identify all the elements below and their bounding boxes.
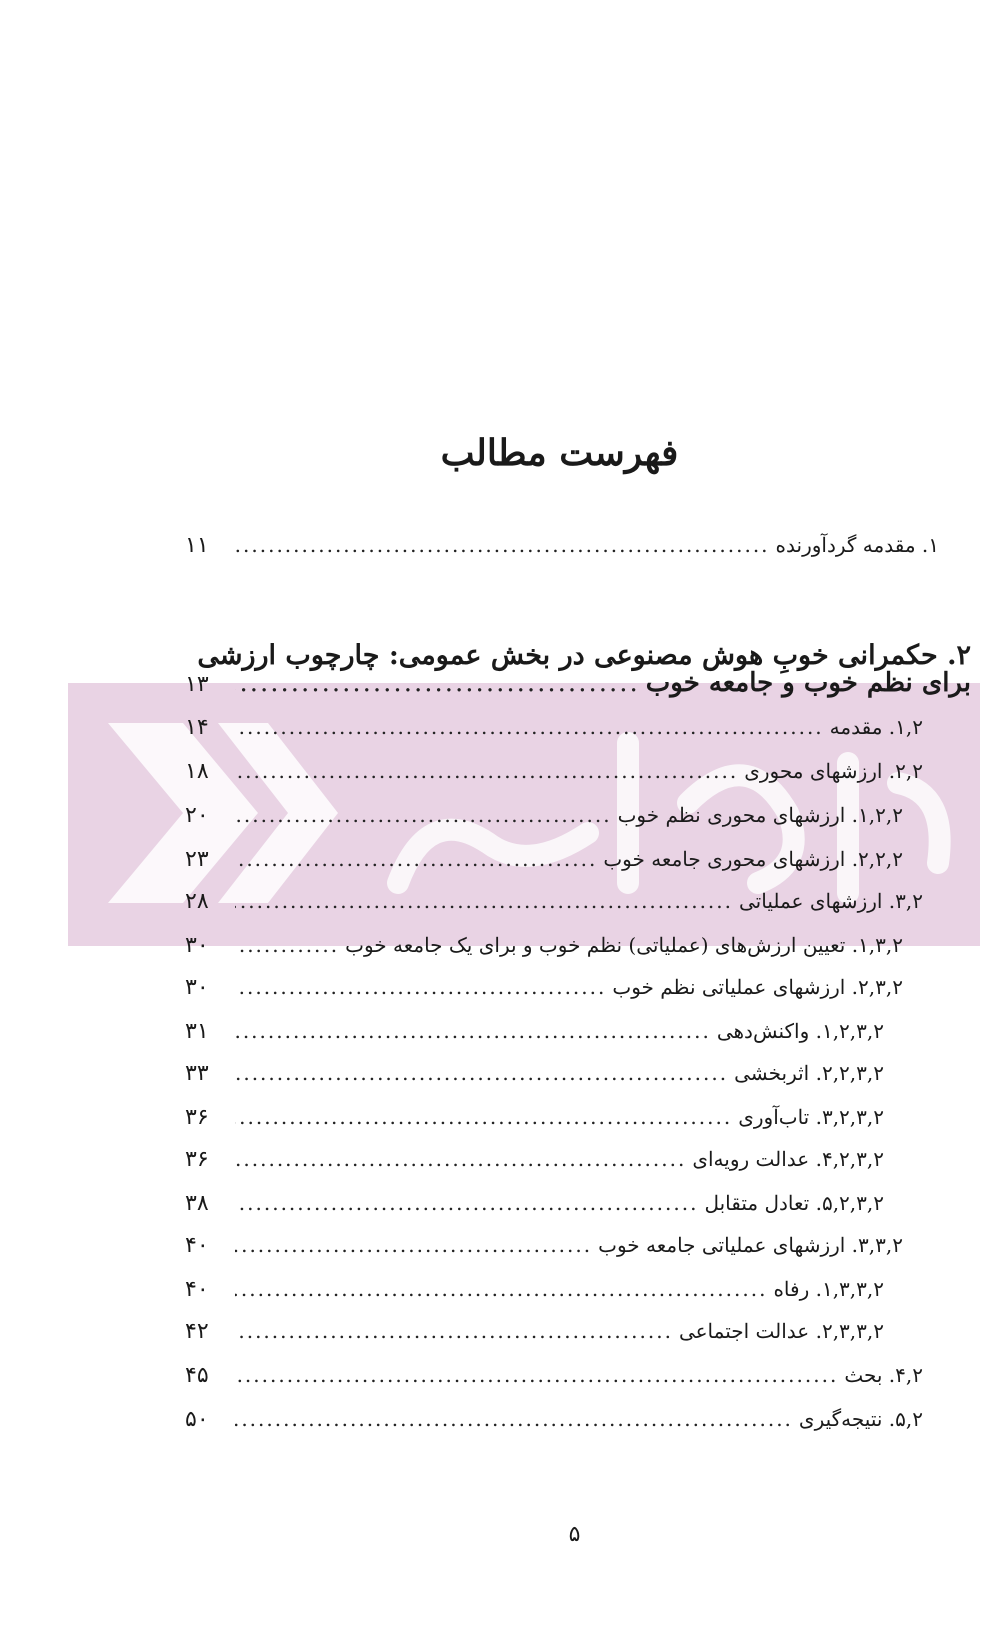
toc-entry-label: ۲,۲,۳,۲. اثربخشی	[734, 1061, 884, 1085]
toc-entry-label: ۱,۲,۳,۲. واکنش‌دهی	[716, 1019, 884, 1043]
toc-entry-page: ۳۰	[185, 933, 209, 958]
toc-entry-label: ۲,۲,۲. ارزشهای محوری جامعه خوب	[603, 847, 903, 871]
toc-entry-page: ۴۲	[185, 1319, 209, 1344]
toc-leader-dots	[235, 930, 339, 960]
toc-entry	[185, 930, 903, 960]
toc-entry	[185, 756, 923, 786]
toc-entry-label: ۳,۳,۲. ارزشهای عملیاتی جامعه خوب	[598, 1233, 903, 1257]
toc-entry-page: ۵۰	[185, 1407, 209, 1432]
toc-entry	[185, 1230, 903, 1260]
toc-leader-dots	[235, 1144, 686, 1174]
toc-entry-page: ۳۳	[185, 1061, 209, 1086]
toc-entry-label: ۵,۲. نتیجه‌گیری	[798, 1407, 923, 1431]
toc-entry	[185, 1102, 884, 1132]
toc-entry	[185, 1144, 884, 1174]
toc-entry-page: ۳۸	[185, 1191, 209, 1216]
toc-entry	[185, 1316, 884, 1346]
toc-entry	[185, 530, 939, 560]
toc-entry	[185, 972, 903, 1002]
toc-leader-dots	[235, 800, 612, 830]
toc-entry-label: ۲,۳,۳,۲. عدالت اجتماعی	[678, 1319, 884, 1343]
toc-entry-page: ۴۵	[185, 1363, 209, 1388]
toc-leader-dots	[235, 756, 738, 786]
toc-entry-page: ۱۱	[185, 533, 209, 558]
toc-entry-label: ۳,۲. ارزشهای عملیاتی	[739, 889, 923, 913]
toc-leader-dots	[235, 886, 733, 916]
toc-entry-page: ۱۴	[185, 715, 209, 740]
toc-leader-dots	[235, 1274, 767, 1304]
toc-leader-dots	[235, 1188, 698, 1218]
toc-entry	[185, 1058, 884, 1088]
toc-entry-page: ۳۶	[185, 1105, 209, 1130]
toc-entry-page: ۲۸	[185, 889, 209, 914]
toc-entry-label: ۳,۲,۳,۲. تاب‌آوری	[738, 1105, 884, 1129]
toc-entry-label: ۱. مقدمه گردآورنده	[775, 533, 939, 557]
toc-leader-dots	[235, 844, 597, 874]
toc-entry	[185, 800, 903, 830]
toc-entry-label: ۱,۳,۳,۲. رفاه	[773, 1277, 884, 1301]
toc-entry	[185, 1404, 923, 1434]
toc-entry-label: برای نظم خوب و جامعه خوب	[645, 668, 971, 698]
page-number: ۵	[568, 1522, 581, 1547]
toc-chapter-heading: ۲. حکمرانی خوبِ هوش مصنوعی در بخش عمومی: چارچوب ارزشی	[197, 640, 971, 671]
toc-entry-label: ۲,۲. ارزشهای محوری	[744, 759, 923, 783]
toc-entry-page: ۴۰	[185, 1233, 209, 1258]
toc-leader-dots	[235, 530, 770, 560]
toc-entry-page: ۲۰	[185, 803, 209, 828]
toc-entry	[185, 1360, 923, 1390]
toc-leader-dots	[235, 712, 824, 742]
toc-leader-dots	[235, 1058, 728, 1088]
toc-entry-label: ۴,۲. بحث	[844, 1363, 923, 1387]
toc-entry-page: ۱۳	[185, 672, 209, 697]
toc-entry-label: ۲,۳,۲. ارزشهای عملیاتی نظم خوب	[612, 975, 903, 999]
toc-entry	[185, 1274, 884, 1304]
toc-entry	[185, 886, 923, 916]
toc-leader-dots	[235, 1102, 732, 1132]
toc-leader-dots	[235, 1316, 673, 1346]
toc-leader-dots	[235, 668, 640, 698]
toc-leader-dots	[235, 1360, 838, 1390]
toc-entry-page: ۳۶	[185, 1147, 209, 1172]
toc-leader-dots	[235, 1404, 793, 1434]
toc-entry	[185, 1188, 884, 1218]
toc-leader-dots	[235, 1230, 592, 1260]
toc-entry-page: ۴۰	[185, 1277, 209, 1302]
toc-entry	[185, 712, 923, 742]
toc-leader-dots	[235, 1016, 711, 1046]
toc-entry-label: ۱,۲,۲. ارزشهای محوری نظم خوب	[617, 803, 903, 827]
toc-entry-label: ۱,۲. مقدمه	[829, 715, 923, 739]
toc-entry-label: ۴,۲,۳,۲. عدالت رویه‌ای	[692, 1147, 884, 1171]
toc-entry-label: ۵,۲,۳,۲. تعادل متقابل	[704, 1191, 884, 1215]
toc-entry-page: ۳۱	[185, 1019, 209, 1044]
toc-entry-page: ۲۳	[185, 847, 209, 872]
toc-entry	[185, 844, 903, 874]
toc-entry-page: ۳۰	[185, 975, 209, 1000]
toc-entry	[185, 668, 971, 698]
page-title: فهرست مطالب	[440, 432, 679, 474]
toc-leader-dots	[235, 972, 606, 1002]
toc-entry-label: ۱,۳,۲. تعیین ارزش‌های (عملیاتی) نظم خوب و برای یک جامعه خوب	[345, 933, 903, 957]
toc-entry	[185, 1016, 884, 1046]
toc-entry-page: ۱۸	[185, 759, 209, 784]
